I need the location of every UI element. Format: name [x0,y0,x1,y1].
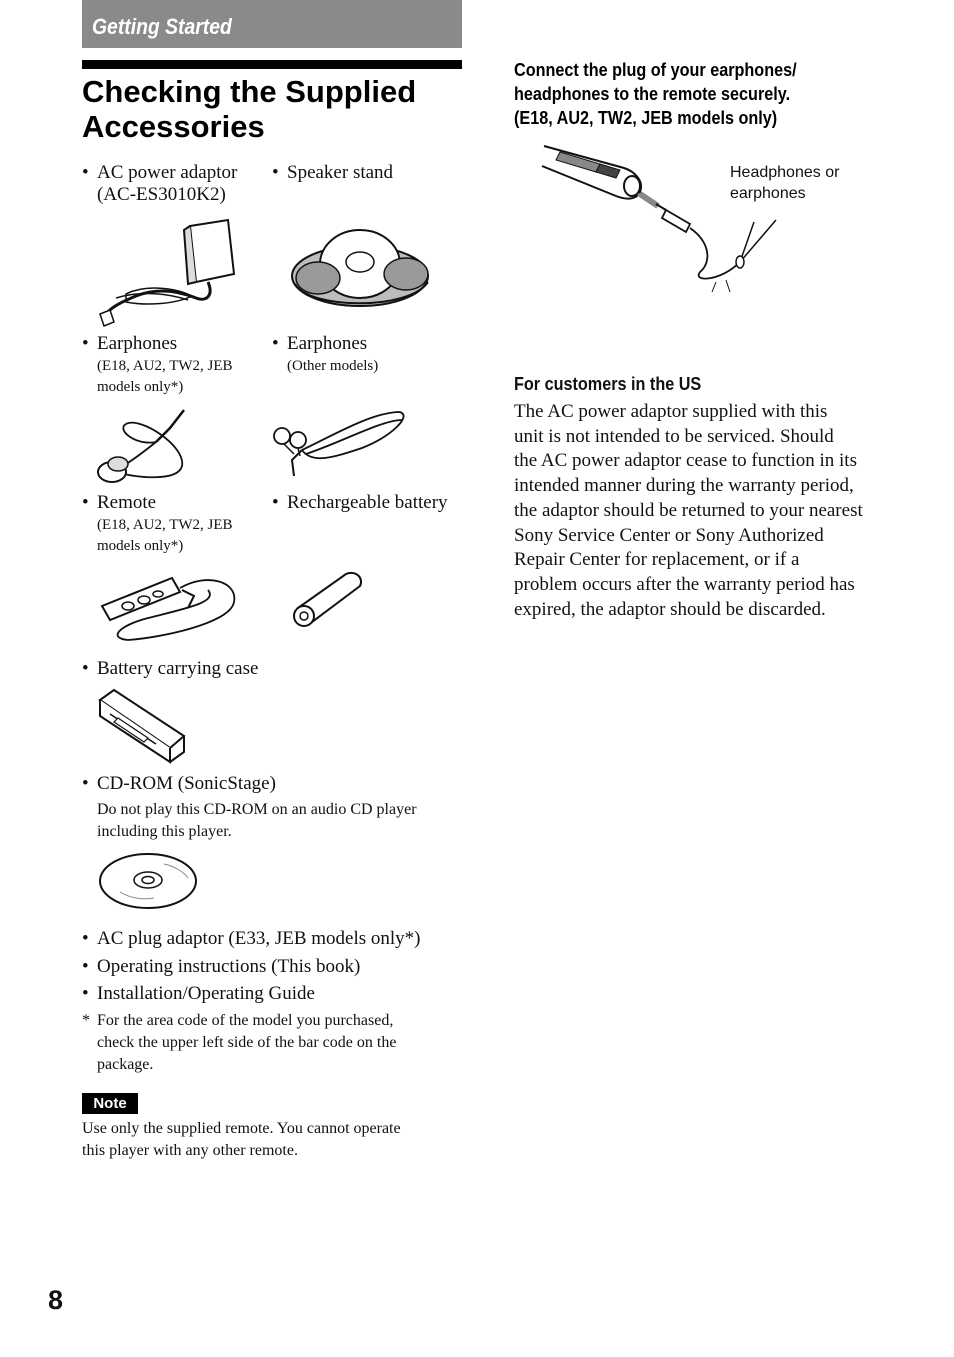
remote-icon [98,568,240,648]
footnote-marker: * [82,1012,90,1029]
ac-adaptor-icon [96,214,246,329]
footnote: For the area code of the model you purchased, check the upper left side of the bar code on the package. [97,1012,397,1073]
section-label: Getting Started [92,14,232,39]
page-title [82,74,472,144]
item-cd-rom-warning: Do not play this CD-ROM on an audio CD player including this player. [97,801,417,840]
page-number: 8 [48,1285,64,1315]
earphones-icon [96,406,192,488]
item-remote-models: (E18, AU2, TW2, JEB models only*) [97,517,233,554]
page-title-line-1: Checking the Supplied [82,74,417,109]
speaker-stand-icon [290,224,440,314]
us-customers-heading: For customers in the US [514,374,702,394]
earphones-other-icon [272,406,408,480]
section-header [82,0,462,48]
page-title-line-2: Accessories [82,109,265,144]
title-rule [82,60,462,69]
connect-heading: Connect the plug of your earphones/ headphones to the remote securely. (E18, AU2, TW2, JEB models only) [514,60,797,128]
battery-icon [290,568,366,630]
item-earphones-other-models: (Other models) [287,358,379,374]
note-body: Use only the supplied remote. You cannot operate this player with any other remote. [82,1120,401,1159]
note-badge: Note [82,1093,138,1114]
us-customers-body: The AC power adaptor supplied with this unit is not intended to be serviced. Should the AC power adaptor cease to function in its intended manner during the warranty period, the adaptor should be returned to your nearest Sony Service Center or Sony Authorized Repair Center for replacement, or if a problem occurs after the warranty period has expired, the adaptor should be discarded. [514,401,863,620]
cd-rom-icon [98,852,198,910]
item-earphones-e18-models: (E18, AU2, TW2, JEB models only*) [97,358,233,395]
battery-case-icon [96,688,188,764]
headphones-label: Headphones or earphones [730,164,840,202]
